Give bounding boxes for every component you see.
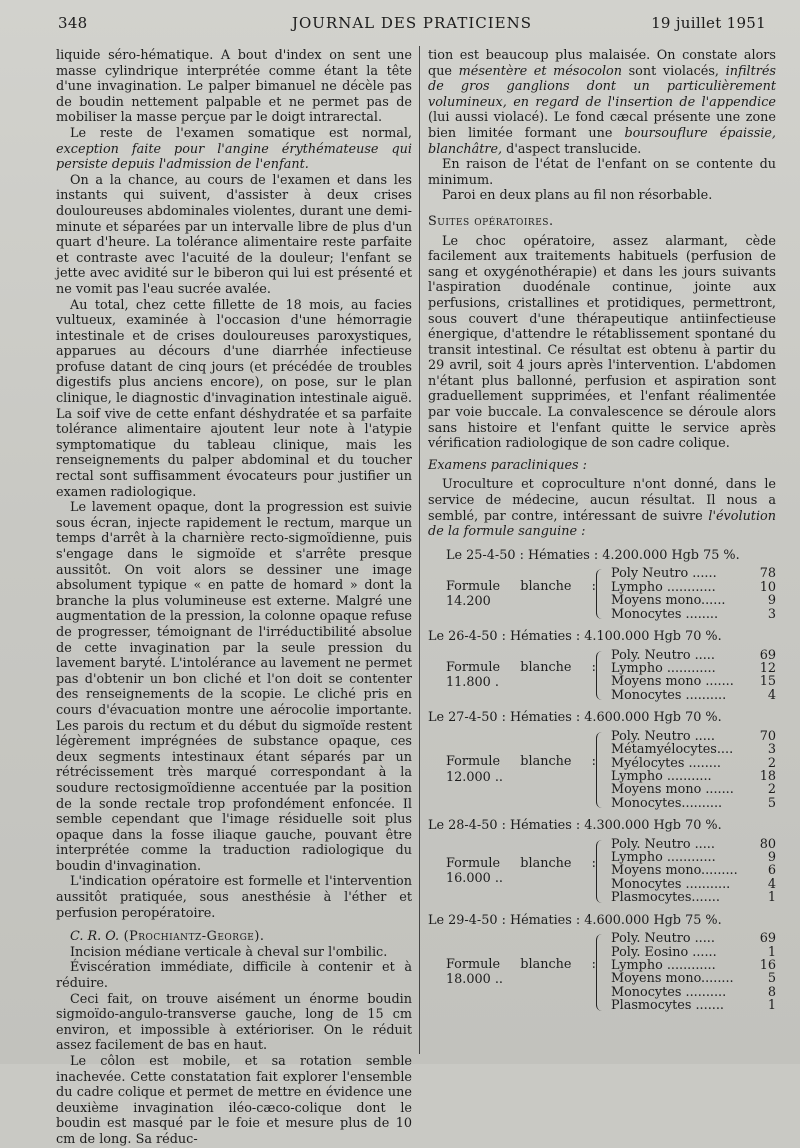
cell-name: Poly. Neutro .....: [611, 728, 715, 744]
text-run: Uroculture et coproculture n'ont donné, dans le service de médecine, aucun résultat. Il nous a semblé, par contre, intéressant de suivre: [428, 477, 776, 524]
paragraph: On a la chance, au cours de l'examen et dans les instants qui suivent, d'assister à deux crises douloureuses abdominales violentes, durant une demi-minute et séparées par un intervalle libre de plus d'un quart d'heure. La tolérance alimentaire reste parfaite et contraste avec l'acuité de la douleur; l'enfant se jette avec avidité sur le biberon qui lui est présenté et ne vomit pas l'eau sucrée avalée.: [56, 172, 412, 297]
formula-label: Formule blanche : 14.200: [446, 578, 596, 610]
cell-name: Lympho ............: [611, 660, 716, 676]
formula: [428, 730, 776, 810]
paragraph: Paroi en deux plans au fil non résorbable.: [442, 188, 713, 204]
cell-name: Monocytes ...........: [611, 876, 731, 892]
cell-name: Lympho ............: [611, 850, 716, 866]
cell-name: Moyens mono......: [611, 593, 726, 609]
cell-value: 4: [767, 687, 776, 703]
cell-name: Moyens mono .......: [611, 674, 734, 690]
cell-row: [611, 581, 776, 594]
cell-row: [611, 608, 776, 621]
cell-list: [611, 838, 776, 905]
cell-row: [611, 649, 776, 662]
cell-row: [611, 743, 776, 756]
cell-row: [611, 730, 776, 743]
cell-value: 9: [767, 850, 776, 866]
cell-name: Métamyélocytes....: [611, 742, 734, 758]
cell-value: 6: [767, 863, 776, 879]
operative-report-heading: [56, 929, 412, 945]
surgeons: (Prochiantz-George).: [119, 929, 265, 945]
cell-name: Monocytes..........: [611, 795, 723, 811]
cell-row: [611, 878, 776, 891]
cell-row: [611, 959, 776, 972]
text-run: tion est beaucoup plus malaisée. On constate alors que: [428, 48, 776, 79]
cell-list: [611, 932, 776, 1012]
journal-title: JOURNAL DES PRATICIENS: [291, 14, 533, 32]
blood-exam: [428, 548, 776, 621]
page-number: 348: [58, 14, 88, 32]
cell-value: 69: [759, 931, 776, 947]
italic-run: C. R. O.: [70, 929, 120, 945]
cell-name: Plasmocytes.......: [611, 890, 720, 906]
exam-title: Le 29-4-50 : Hématies : 4.600.000 Hgb 75 %.: [428, 912, 722, 928]
cell-list: [611, 730, 776, 810]
paragraph: Ceci fait, on trouve aisément un énorme boudin sigmoïdo-angulo-transverse gauche, long de 15 cm environ, et impossible à extérioriser. On le réduit assez facilement de bas en haut.: [56, 991, 412, 1054]
blood-exam: [428, 710, 776, 810]
cell-row: [611, 757, 776, 770]
formula-label: Formule blanche : 18.000 ..: [446, 956, 596, 988]
cell-row: [611, 838, 776, 851]
brace: [596, 732, 607, 808]
running-header: [58, 8, 766, 32]
formula-label: Formule blanche : 16.000 ..: [446, 855, 596, 887]
cell-name: Myélocytes ........: [611, 755, 721, 771]
cell-row: [611, 567, 776, 580]
italic-run: exception faite pour l'angine érythémateuse qui persiste depuis l'admission de l'enfant.: [56, 141, 412, 173]
cell-value: 3: [767, 742, 776, 758]
cell-name: Poly. Neutro .....: [611, 931, 715, 947]
column-divider: [419, 46, 420, 1054]
cell-value: 70: [759, 728, 776, 744]
brace: [596, 569, 607, 619]
cell-list: [611, 567, 776, 621]
cell-row: [611, 932, 776, 945]
cell-value: 69: [759, 647, 776, 663]
paragraph: Au total, chez cette fillette de 18 mois, au facies vultueux, examinée à l'occasion d'une hémorragie intestinale et de crises douloureuses paroxystiques, apparues au décours d'une diarrhée infectieuse profuse datant de cinq jours (et précédée de troubles digestifs plus anciens encore), on pose, sur le plan clinique, le diagnostic d'invagination intestinale aiguë. La soif vive de cette enfant déshydratée et sa parfaite tolérance alimentaire ajoutent leur note à l'atypie symptomatique du tableau clinique, mais les renseignements du palper abdominal et du toucher rectal sont suffisamment évocateurs pour justifier un examen radiologique.: [56, 297, 412, 500]
right-column: [428, 48, 776, 1058]
cell-name: Monocytes ..........: [611, 687, 727, 703]
brace: [596, 934, 607, 1010]
cell-row: [611, 675, 776, 688]
paragraph: L'indication opératoire est formelle et l'intervention aussitôt pratiquée, sous anesthésie à l'éther et perfusion peropératoire.: [56, 874, 412, 921]
paragraph: Éviscération immédiate, difficile à contenir et à réduire.: [56, 960, 412, 992]
paragraph: Le côlon est mobile, et sa rotation semble inachevée. Cette constatation fait explorer l'ensemble du cadre colique et permet de mettre en évidence une deuxième invagination iléo-cæco-colique dont le boudin est masqué par le foie et mesure plus de 10 cm de long. Sa réduc-: [56, 1054, 412, 1147]
cell-row: [611, 999, 776, 1012]
cell-row: [611, 770, 776, 783]
cell-value: 9: [767, 593, 776, 609]
blood-exam: [428, 913, 776, 1013]
cell-name: Moyens mono........: [611, 971, 734, 987]
text-run: d'aspect translucide.: [502, 141, 642, 157]
italic-run: boursouflure épaissie, blanchâtre,: [428, 125, 776, 157]
cell-row: [611, 797, 776, 810]
cell-list: [611, 649, 776, 703]
cell-name: Poly. Eosino ......: [611, 944, 717, 960]
cell-name: Lympho ...........: [611, 768, 712, 784]
paragraph: Le choc opératoire, assez alarmant, cède facilement aux traitements habituels (perfusion de sang et oxygénothérapie) et dans les jours suivants l'aspiration duodénale continue, jointe aux perfusions, cristallines et protidiques, permettront, sous couvert d'une thérapeutique antiinfectieuse énergique, d'attendre le rétablissement spontané du transit intestinal. Ce résultat est obtenu à partir du 29 avril, soit 4 jours après l'intervention. L'abdomen n'étant plus ballonné, perfusion et aspiration sont graduellement supprimées, et l'enfant réalimentée par voie buccale. La convalescence se déroule alors sans histoire et l'enfant quitte le service après vérification radiologique de son cadre colique.: [428, 233, 776, 452]
cell-value: 80: [759, 836, 776, 852]
left-column: [56, 48, 412, 1147]
paragraph: liquide séro-hématique. A bout d'index on sent une masse cylindrique interprétée comme étant la tête d'une invagination. Le palper bimanuel ne décèle pas de boudin nettement palpable et ne permet pas de mobiliser la masse perçue par le doigt intrarectal.: [56, 48, 412, 126]
cell-value: 8: [767, 984, 776, 1000]
cell-value: 10: [759, 579, 776, 595]
italic-run: infiltrés de gros ganglions dont un particulièrement volumineux, en regard de l'insertion de l'appendice: [428, 63, 776, 110]
paragraph: [428, 477, 776, 539]
cell-row: [611, 594, 776, 607]
cell-name: Monocytes ........: [611, 606, 719, 622]
cell-value: 3: [767, 606, 776, 622]
paragraph: [428, 48, 776, 157]
cell-row: [611, 891, 776, 904]
cell-row: [611, 851, 776, 864]
formula-label: Formule blanche : 11.800 .: [446, 659, 596, 691]
cell-row: [611, 864, 776, 877]
cell-value: 2: [767, 755, 776, 771]
section-heading: Suites opératoires.: [428, 213, 554, 229]
formula: [428, 649, 776, 703]
cell-value: 18: [759, 768, 776, 784]
cell-row: [611, 986, 776, 999]
cell-value: 16: [759, 957, 776, 973]
cell-row: [611, 662, 776, 675]
cell-name: Poly. Neutro .....: [611, 836, 715, 852]
cell-value: 2: [767, 782, 776, 798]
text-run: sont violacés,: [621, 63, 726, 79]
cell-row: [611, 689, 776, 702]
text-run: Le reste de l'examen somatique est normal,: [70, 125, 412, 141]
cell-value: 1: [767, 890, 776, 906]
cell-row: [611, 946, 776, 959]
cell-value: 5: [767, 971, 776, 987]
paragraph: En raison de l'état de l'enfant on se contente du minimum.: [428, 157, 776, 188]
cell-name: Lympho ............: [611, 579, 716, 595]
cell-value: 15: [759, 674, 776, 690]
paragraph: Le lavement opaque, dont la progression est suivie sous écran, injecte rapidement le rectum, marque un temps d'arrêt à la charnière recto-sigmoïdienne, puis s'engage dans le sigmoïde et s'arrête presque aussitôt. On voit alors se dessiner une image absolument typique « en patte de homard » dont la branche la plus volumineuse est externe. Malgré une augmentation de la pression, la colonne opaque refuse de progresser, témoignant de l'irréductibilité absolue de cette invagination par la seule pression du lavement baryté. L'intolérance au lavement ne permet pas d'obtenir un bon cliché et l'on doit se contenter des renseignements de la scopie. Le cliché pris en cours d'évacuation montre une aérocolie importante. Les parois du rectum et du début du sigmoïde restent légèrement imprégnées de substance opaque, ces deux segments intestinaux étant séparés par un rétrécissement très marqué correspondant à la soudure rectosigmoïdienne accentuée par la position de la sonde rectale trop profondément enfoncée. Il semble cependant que l'image résiduelle soit plus opaque dans la fosse iliaque gauche, pouvant être interprétée comme la traduction radiologique du boudin d'invagination.: [56, 500, 412, 874]
italic-run: l'évolution de la formule sanguine :: [428, 508, 776, 540]
cell-row: [611, 783, 776, 796]
italic-run: mésentère et mésocolon: [458, 63, 622, 79]
cell-name: Monocytes ..........: [611, 984, 727, 1000]
blood-exam: [428, 629, 776, 702]
brace: [596, 840, 607, 903]
paragraph: [56, 126, 412, 173]
cell-name: Lympho ............: [611, 957, 716, 973]
cell-value: 5: [767, 795, 776, 811]
cell-value: 1: [767, 998, 776, 1014]
cell-name: Moyens mono.........: [611, 863, 738, 879]
exam-title: Le 26-4-50 : Hématies : 4.100.000 Hgb 70 %.: [428, 628, 722, 644]
spacer: [56, 921, 412, 929]
cell-name: Poly. Neutro .....: [611, 647, 715, 663]
cell-name: Plasmocytes .......: [611, 998, 724, 1014]
formula: [428, 932, 776, 1012]
cell-value: 4: [767, 876, 776, 892]
formula: [428, 838, 776, 905]
text-run: (lui aussi violacé). Le fond cæcal présente une zone bien limitée formant une: [428, 110, 776, 141]
cell-value: 78: [759, 566, 776, 582]
cell-value: 1: [767, 944, 776, 960]
exam-title: Le 27-4-50 : Hématies : 4.600.000 Hgb 70 %.: [428, 710, 722, 726]
subsection-heading: Examens paracliniques :: [428, 457, 587, 473]
cell-value: 12: [759, 660, 776, 676]
paragraph: Incision médiane verticale à cheval sur l'ombilic.: [70, 944, 388, 960]
exam-title: Le 28-4-50 : Hématies : 4.300.000 Hgb 70 %.: [428, 818, 722, 834]
formula: [428, 567, 776, 621]
formula-label: Formule blanche : 12.000 ..: [446, 754, 596, 785]
blood-exam: [428, 818, 776, 905]
exam-title: Le 25-4-50 : Hématies : 4.200.000 Hgb 75 %.: [446, 547, 740, 563]
cell-row: [611, 972, 776, 985]
cell-name: Moyens mono .......: [611, 782, 734, 798]
cell-name: Poly Neutro ......: [611, 566, 717, 582]
issue-date: 19 juillet 1951: [651, 14, 766, 32]
brace: [596, 651, 607, 701]
